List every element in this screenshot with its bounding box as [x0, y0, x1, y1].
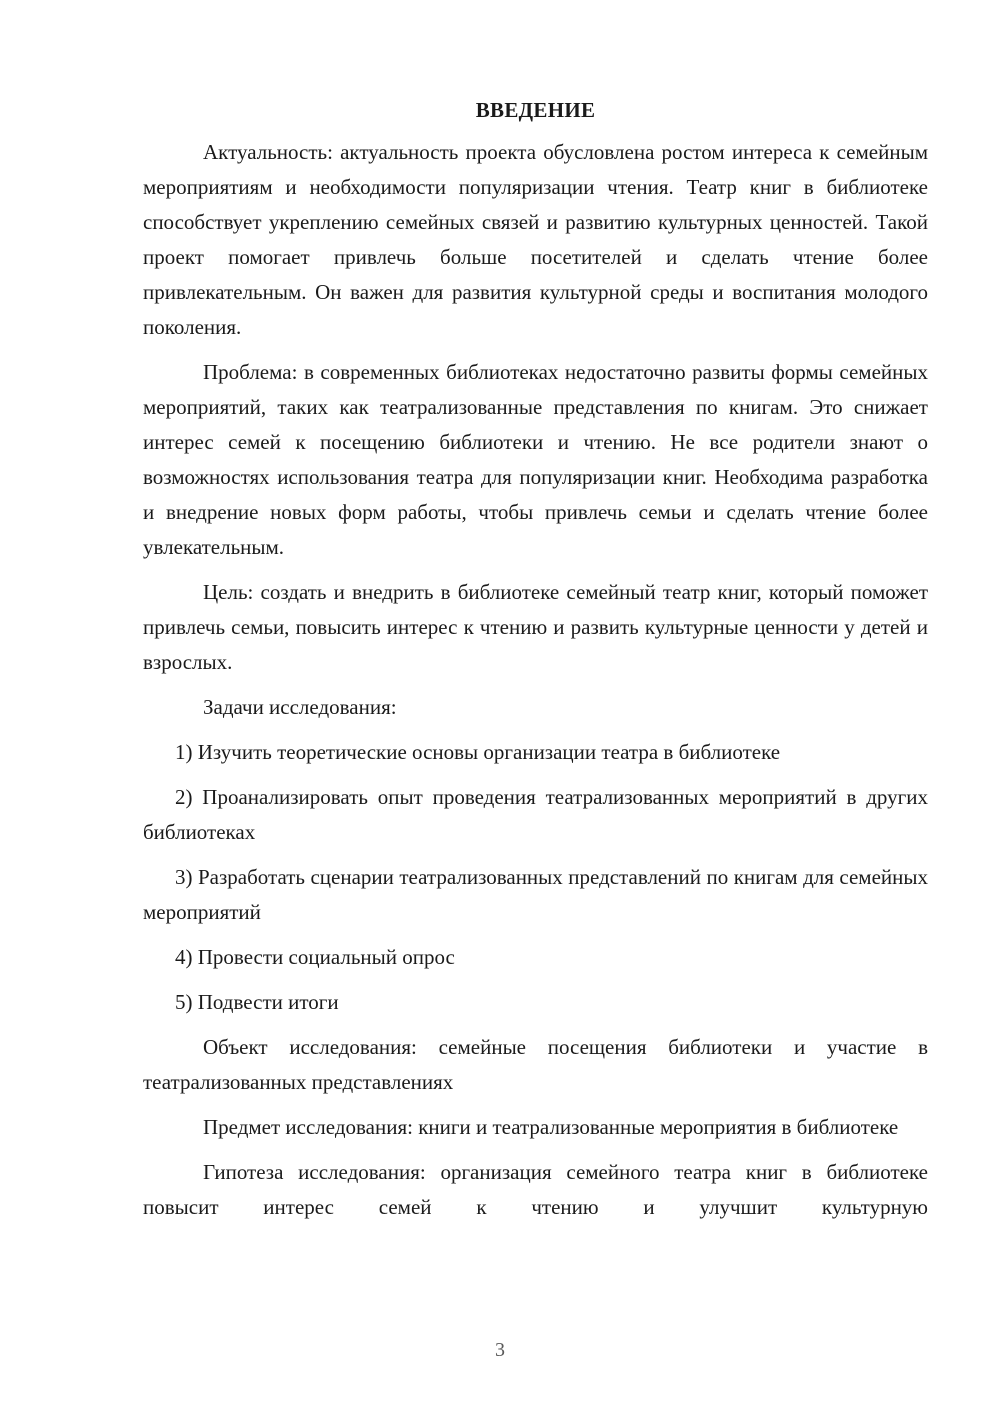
task-item: 5) Подвести итоги: [175, 990, 339, 1014]
task-item: 1) Изучить теоретические основы организации театра в библиотеке: [175, 740, 781, 764]
goal-paragraph: Цель: создать и внедрить в библиотеке семейный театр книг, который поможет привлечь семьи, повысить интерес к чтению и развить культурные ценности у детей и взрослых.: [143, 580, 928, 674]
relevance-paragraph: Актуальность: актуальность проекта обусловлена ростом интереса к семейным мероприятиям и необходимости популяризации чтения. Театр книг в библиотеке способствует укреплению семейных связей и развитию культурных ценностей. Такой проект помогает привлечь больше посетителей и сделать чтение более привлекательным. Он важен для развития культурной среды и воспитания молодого поколения.: [143, 140, 928, 339]
object-paragraph: Объект исследования: семейные посещения библиотеки и участие в театрализованных представлениях: [143, 1035, 928, 1094]
tasks-title: Задачи исследования:: [203, 695, 397, 719]
subject-paragraph: Предмет исследования: книги и театрализованные мероприятия в библиотеке: [203, 1115, 899, 1139]
problem-paragraph: Проблема: в современных библиотеках недостаточно развиты формы семейных мероприятий, таких как театрализованные представления по книгам. Это снижает интерес семей к посещению библиотеки и чтению. Не все родители знают о возможностях использования театра для популяризации книг. Необходима разработка и внедрение новых форм работы, чтобы привлечь семьи и сделать чтение более увлекательным.: [143, 360, 928, 559]
task-item: 3) Разработать сценарии театрализованных представлений по книгам для семейных мероприятий: [143, 865, 928, 924]
page-content: [143, 95, 928, 1235]
task-item: 2) Проанализировать опыт проведения театрализованных мероприятий в других библиотеках: [143, 785, 928, 844]
page-number: 3: [495, 1339, 505, 1361]
hypothesis-paragraph: Гипотеза исследования: организация семейного театра книг в библиотеке повысит интерес семей к чтению и улучшит культурную: [143, 1160, 928, 1219]
task-item: 4) Провести социальный опрос: [175, 945, 455, 969]
section-heading: ВВЕДЕНИЕ: [475, 98, 596, 122]
